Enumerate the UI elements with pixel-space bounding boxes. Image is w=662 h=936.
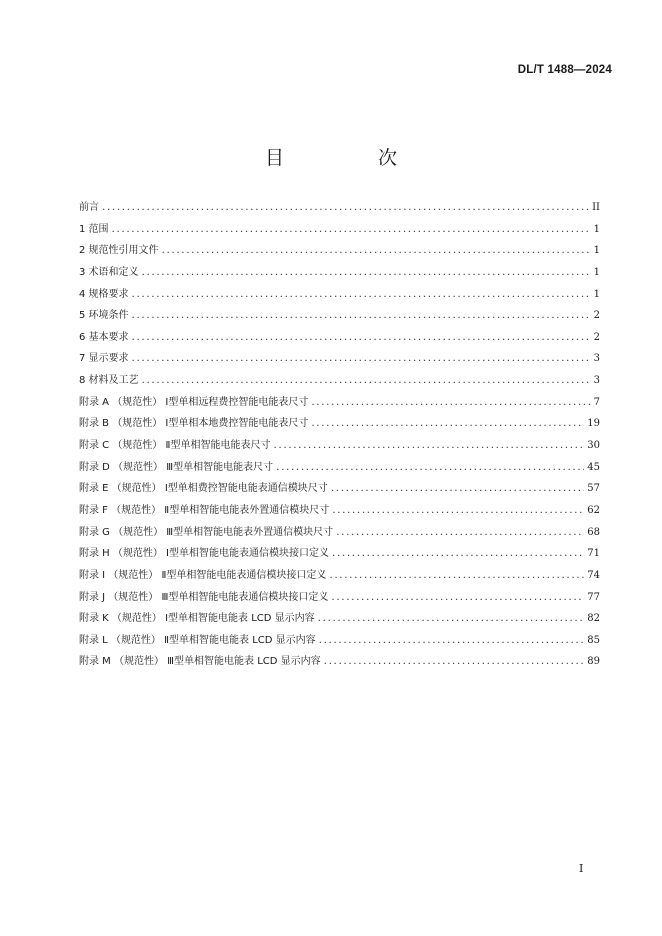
toc-entry-label: 前言 (79, 202, 99, 213)
toc-entry-page: 89 (587, 656, 600, 668)
toc-entry-label: 3 术语和定义 (79, 266, 139, 278)
toc-entry-page: 1 (593, 288, 600, 300)
toc-entry[interactable] (79, 565, 600, 587)
toc-entry[interactable] (79, 478, 600, 500)
toc-leader-dots (332, 543, 584, 565)
toc-leader-dots (324, 651, 585, 673)
toc-entry[interactable] (79, 435, 600, 457)
toc-entry-label: 附录 C （规范性） Ⅱ型单相智能电能表尺寸 (79, 440, 271, 452)
toc-entry[interactable] (79, 284, 600, 306)
toc-entry-page: 62 (587, 504, 600, 516)
toc-entry[interactable] (79, 587, 600, 609)
toc-entry-page: 3 (593, 353, 600, 365)
toc-leader-dots (112, 219, 591, 241)
toc-leader-dots (318, 608, 585, 630)
toc-leader-dots (332, 500, 584, 522)
toc-leader-dots (329, 565, 584, 587)
toc-entry[interactable] (79, 262, 600, 284)
toc-entry[interactable] (79, 413, 600, 435)
toc-entry-label: 附录 H （规范性） Ⅰ型单相智能电能表通信模块接口定义 (79, 548, 330, 560)
toc-entry[interactable] (79, 457, 600, 479)
page-title: 目 次 (264, 147, 442, 169)
table-of-contents (79, 197, 600, 673)
toc-entry[interactable] (79, 392, 600, 414)
toc-entry-page: 82 (587, 613, 600, 625)
toc-leader-dots (162, 240, 591, 262)
toc-leader-dots (132, 348, 591, 370)
toc-entry-label: 附录 L （规范性） Ⅱ型单相智能电能表 LCD 显示内容 (79, 634, 316, 646)
toc-entry-page: 85 (587, 634, 600, 646)
toc-entry[interactable] (79, 370, 600, 392)
toc-entry-label: 6 基本要求 (79, 331, 129, 343)
toc-entry-page: 1 (593, 266, 600, 278)
toc-leader-dots (132, 327, 591, 349)
toc-entry-label: 2 规范性引用文件 (79, 245, 159, 257)
toc-leader-dots (331, 478, 584, 500)
toc-entry[interactable] (79, 219, 600, 241)
toc-leader-dots (331, 587, 584, 609)
toc-entry-label: 1 范围 (79, 223, 109, 235)
toc-entry[interactable] (79, 197, 600, 219)
toc-leader-dots (273, 435, 584, 457)
toc-entry[interactable] (79, 240, 600, 262)
toc-leader-dots (132, 305, 591, 327)
toc-entry-label: 附录 I （规范性） Ⅱ型单相智能电能表通信模块接口定义 (79, 569, 327, 581)
toc-leader-dots (102, 197, 589, 219)
toc-entry[interactable] (79, 327, 600, 349)
toc-entry-page: 2 (593, 331, 600, 343)
toc-leader-dots (336, 522, 584, 544)
toc-leader-dots (142, 262, 591, 284)
toc-entry[interactable] (79, 543, 600, 565)
toc-entry[interactable] (79, 522, 600, 544)
toc-entry-page: 7 (593, 396, 600, 408)
toc-entry-page: 30 (587, 440, 600, 452)
toc-entry[interactable] (79, 348, 600, 370)
toc-entry-page: 1 (593, 245, 600, 257)
page-number: I (579, 862, 584, 875)
toc-entry-label: 8 材料及工艺 (79, 375, 139, 387)
toc-entry-page: 19 (587, 418, 600, 430)
toc-leader-dots (142, 370, 591, 392)
document-code: DL/T 1488—2024 (517, 64, 612, 76)
toc-entry-page: 77 (587, 591, 600, 603)
toc-entry[interactable] (79, 608, 600, 630)
toc-entry-label: 附录 B （规范性） Ⅰ型单相本地费控智能电能表尺寸 (79, 418, 309, 430)
toc-leader-dots (319, 630, 585, 652)
toc-entry-label: 附录 A （规范性） Ⅰ型单相远程费控智能电能表尺寸 (79, 396, 309, 408)
toc-entry-label: 4 规格要求 (79, 288, 129, 300)
toc-entry-page: 57 (587, 483, 600, 495)
toc-entry-label: 附录 K （规范性） Ⅰ型单相智能电能表 LCD 显示内容 (79, 613, 315, 625)
toc-entry-page: 3 (593, 375, 600, 387)
toc-entry-page: 2 (593, 310, 600, 322)
toc-entry-label: 5 环境条件 (79, 310, 129, 322)
toc-entry-label: 附录 G （规范性） Ⅲ型单相智能电能表外置通信模块尺寸 (79, 526, 334, 538)
toc-entry[interactable] (79, 651, 600, 673)
toc-leader-dots (311, 413, 584, 435)
toc-entry[interactable] (79, 630, 600, 652)
toc-entry[interactable] (79, 305, 600, 327)
toc-entry-page: 45 (587, 461, 600, 473)
toc-entry-page: 1 (593, 223, 600, 235)
toc-leader-dots (132, 284, 591, 306)
toc-entry-page: 74 (587, 569, 600, 581)
toc-entry-page: II (592, 202, 600, 213)
toc-entry-page: 68 (587, 526, 600, 538)
toc-entry-label: 7 显示要求 (79, 353, 129, 365)
toc-leader-dots (311, 392, 590, 414)
toc-entry[interactable] (79, 500, 600, 522)
toc-entry-label: 附录 D （规范性） Ⅲ型单相智能电能表尺寸 (79, 461, 274, 473)
toc-entry-label: 附录 M （规范性） Ⅲ型单相智能电能表 LCD 显示内容 (79, 656, 321, 668)
toc-entry-label: 附录 F （规范性） Ⅱ型单相智能电能表外置通信模块尺寸 (79, 504, 330, 516)
toc-entry-page: 71 (587, 548, 600, 560)
toc-entry-label: 附录 J （规范性） Ⅲ型单相智能电能表通信模块接口定义 (79, 591, 329, 603)
toc-entry-label: 附录 E （规范性） Ⅰ型单相费控智能电能表通信模块尺寸 (79, 483, 328, 495)
toc-leader-dots (276, 457, 584, 479)
